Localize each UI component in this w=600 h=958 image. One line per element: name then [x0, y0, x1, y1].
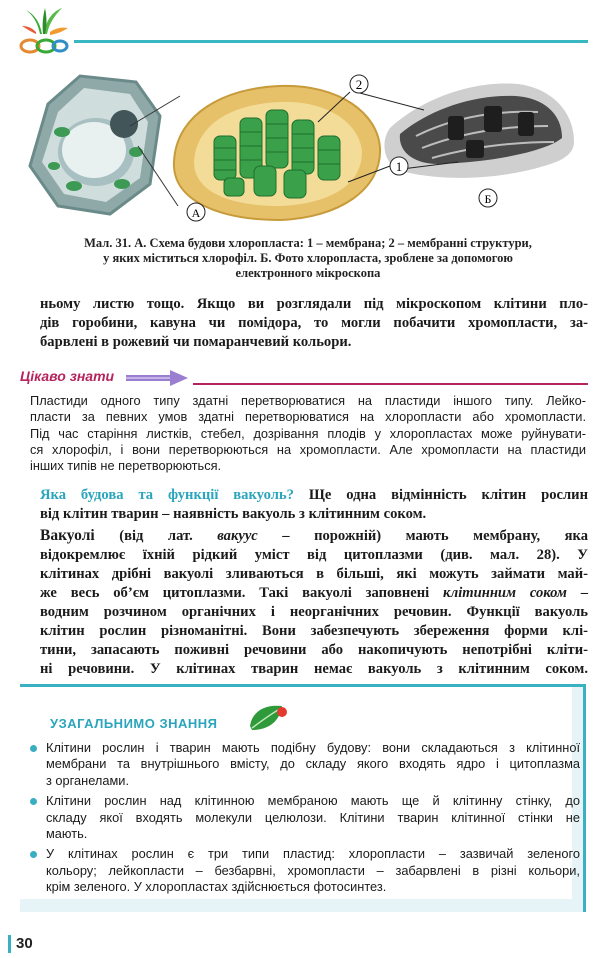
- text-line: клітин рослин різноманітні. Вони забезпечують збереження форми клі-: [40, 623, 588, 639]
- text-line: ся хлорофіл, і вони перетворюються на хромопласти. Але хромопласти на пластиди: [30, 441, 586, 457]
- list-item: [30, 793, 580, 842]
- text-line: [40, 584, 588, 603]
- bullet-icon: [30, 798, 37, 805]
- chloroplast-photo: [384, 84, 574, 178]
- text-fragment: же весь об’єм цитоплазми. Такі вакуолі заповнені: [40, 585, 444, 601]
- interesting-rule: [193, 383, 588, 385]
- summary-list: [30, 740, 580, 900]
- text-fragment: – порожній) мають мембрану, яка: [257, 528, 588, 544]
- text-line: [40, 526, 588, 546]
- page-number-bar: [8, 935, 11, 953]
- list-item: [30, 846, 580, 895]
- list-item: [30, 740, 580, 789]
- chloroplast-scheme: [174, 86, 380, 220]
- text-line: ньому листю тощо. Якщо ви розглядали під мікроскопом клітини пло-: [40, 296, 588, 312]
- paragraph-chromoplasts: [40, 295, 588, 352]
- text-line: інших типів не перетворюються.: [30, 458, 222, 474]
- text-fragment: (від лат.: [94, 528, 218, 544]
- text-line: дів горобини, кавуна чи помідора, то могли побачити хромопласти, за-: [40, 315, 588, 331]
- paragraph-vacuole-question: [40, 486, 588, 524]
- text-line: водним розчином органічних і неорганічних речовин. Функції вакуоль: [40, 604, 588, 620]
- text-line: мають.: [46, 826, 88, 842]
- interesting-title: Цікаво знати: [20, 368, 115, 384]
- text-line: мембрани та внутрішнього вмісту, до складу якого входять ядро і цитоплазма: [46, 756, 580, 772]
- caption-line: електронного мікроскопа: [235, 266, 381, 280]
- bullet-icon: [30, 851, 37, 858]
- term-cell-sap: клітинним соком: [443, 585, 567, 601]
- chloroplast-figure: [18, 66, 583, 234]
- text-line: клітинах дрібні вакуолі зливаються в більші, які можуть займати май-: [40, 566, 588, 582]
- page-number: 30: [16, 935, 33, 952]
- interesting-header: [18, 368, 588, 390]
- interesting-text: [30, 393, 586, 474]
- text-line: ні речовини. У клітинах тварин немає вакуоль з клітинним соком.: [40, 661, 588, 677]
- svg-text:А: А: [191, 206, 201, 220]
- label-b: [479, 189, 497, 207]
- summary-title: УЗАГАЛЬНИМО ЗНАННЯ: [50, 716, 218, 731]
- callout-2: [350, 75, 368, 93]
- latin-word: вакуус: [217, 528, 258, 544]
- text-line: складу якої входять молекули целюлози. Клітини тварин клітинної стінки не: [46, 809, 580, 825]
- text-line: відокремлює їхній рідкий уміст від цитоплазми (див. мал. 28). У: [40, 547, 588, 563]
- bullet-icon: [30, 745, 37, 752]
- text-line: крім зеленого. У хлоропластах здійснюється фотосинтез.: [46, 879, 387, 895]
- caption-line: у яких міститься хлорофіл. Б. Фото хлоропласта, зроблене за допомогою: [103, 251, 513, 265]
- svg-text:2: 2: [355, 77, 363, 92]
- term-vacuoles: Вакуолі: [40, 527, 95, 544]
- text-line: барвлені в рожевий чи помаранчевий кольори.: [40, 334, 352, 350]
- leaf-icon: [246, 700, 290, 734]
- svg-text:Б: Б: [484, 192, 492, 206]
- text-line: Клітини рослин над клітинною мембраною мають ще й клітинну стінку, до: [46, 793, 580, 809]
- text-line: Під час старіння листків, стебел, дозрівання плодів у хлоропластах може руйнувати-: [30, 425, 586, 441]
- text-line: пласти за певних умов здатні перетворюватися на хлоропласти або хромопласти.: [30, 409, 586, 425]
- caption-line: Мал. 31. А. Схема будови хлоропласта: 1 – мембрана; 2 – мембранні структури,: [84, 236, 532, 250]
- text-line: з органелами.: [46, 772, 130, 788]
- text-line: Клітини рослин і тварин мають подібну будову: вони складаються з клітинної: [46, 740, 580, 755]
- arrow-icon: [126, 370, 188, 386]
- text-fragment: Ще одна відмінність клітин рослин: [293, 487, 588, 503]
- text-line: тини, запасають поживні речовини або накопичують непотрібні кліти-: [40, 642, 588, 658]
- svg-text:1: 1: [395, 159, 403, 174]
- logo-icon: [14, 6, 74, 56]
- paragraph-vacuoles: [40, 526, 588, 679]
- text-line: [40, 486, 588, 505]
- text-line: У клітинах рослин є три типи пластид: хлоропласти – зазвичай зеленого: [46, 846, 580, 862]
- section-question: Яка будова та функції вакуоль?: [40, 487, 294, 503]
- header-rule: [74, 40, 588, 43]
- text-line: від клітин тварин – наявність вакуоль з клітинним соком.: [40, 506, 427, 522]
- text-line: кольору; лейкопласти – безбарвні, хромопласти – забарвлені в різні кольори,: [46, 862, 580, 878]
- figure-caption: [38, 236, 578, 281]
- text-fragment: –: [566, 585, 588, 601]
- callout-1: [390, 157, 408, 175]
- label-a: [187, 203, 205, 221]
- text-line: Пластиди одного типу здатні перетворюватися на пластиди іншого типу. Лейко-: [30, 393, 586, 408]
- plant-cell-illustration: [30, 76, 180, 214]
